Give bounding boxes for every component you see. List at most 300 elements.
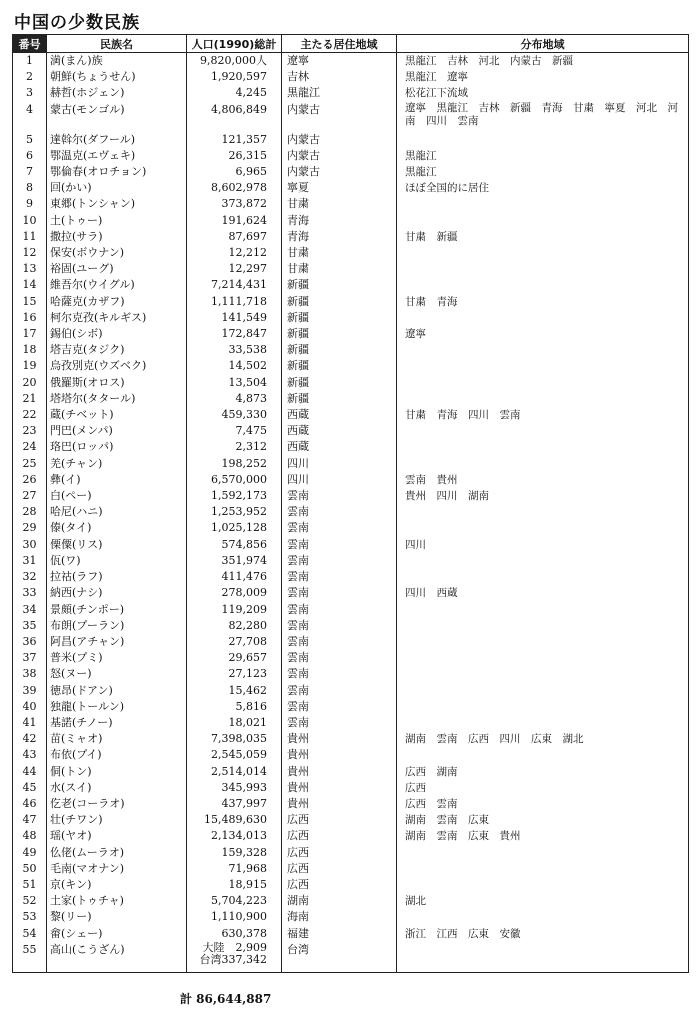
row-region: 西蔵 (282, 407, 397, 423)
row-population: 29,657 (187, 650, 282, 666)
row-population: 1,025,128 (187, 520, 282, 536)
table-row (13, 164, 689, 180)
row-number: 22 (13, 407, 47, 423)
row-number: 12 (13, 245, 47, 261)
row-name: 保安(ボウナン) (47, 245, 187, 261)
row-name: 錫伯(シボ) (47, 326, 187, 342)
table-row (13, 375, 689, 391)
row-distribution (397, 634, 689, 650)
row-distribution (397, 618, 689, 634)
row-population: 12,297 (187, 261, 282, 277)
row-region: 台湾 (282, 942, 397, 973)
row-region: 福建 (282, 926, 397, 942)
table-row (13, 861, 689, 877)
row-region: 雲南 (282, 699, 397, 715)
row-number: 26 (13, 472, 47, 488)
row-region: 貴州 (282, 780, 397, 796)
row-name: 傈僳(リス) (47, 537, 187, 553)
row-population: 4,873 (187, 391, 282, 407)
row-distribution (397, 342, 689, 358)
row-population: 2,545,059 (187, 747, 282, 763)
row-number: 46 (13, 796, 47, 812)
row-name: 俄羅斯(オロス) (47, 375, 187, 391)
row-number: 7 (13, 164, 47, 180)
row-name: 瑶(ヤオ) (47, 828, 187, 844)
row-distribution: 広西 雲南 (397, 796, 689, 812)
row-number: 51 (13, 877, 47, 893)
row-population: 574,856 (187, 537, 282, 553)
table-row (13, 893, 689, 909)
row-distribution (397, 520, 689, 536)
table-row (13, 245, 689, 261)
row-distribution (397, 196, 689, 212)
row-distribution: 黒龍江 遼寧 (397, 69, 689, 85)
row-distribution (397, 666, 689, 682)
row-name: 畲(シェー) (47, 926, 187, 942)
row-population: 8,602,978 (187, 180, 282, 196)
row-name: 赫哲(ホジェン) (47, 85, 187, 101)
row-population: 351,974 (187, 553, 282, 569)
header-number: 番号 (13, 35, 47, 53)
row-number: 54 (13, 926, 47, 942)
row-number: 34 (13, 602, 47, 618)
row-region: 四川 (282, 456, 397, 472)
table-row (13, 229, 689, 245)
row-number: 13 (13, 261, 47, 277)
row-name: 彝(イ) (47, 472, 187, 488)
row-region: 黒龍江 (282, 85, 397, 101)
row-population: 27,123 (187, 666, 282, 682)
row-distribution (397, 277, 689, 293)
row-distribution: 湖南 雲南 広東 (397, 812, 689, 828)
row-number: 31 (13, 553, 47, 569)
row-population: 141,549 (187, 310, 282, 326)
population-total: 計 86,644,887 (180, 992, 272, 1006)
table-row (13, 909, 689, 925)
row-population: 437,997 (187, 796, 282, 812)
row-number: 28 (13, 504, 47, 520)
row-population (187, 942, 282, 973)
row-number: 15 (13, 294, 47, 310)
row-name: 維吾尔(ウイグル) (47, 277, 187, 293)
row-region: 広西 (282, 845, 397, 861)
row-distribution: 黒龍江 吉林 河北 内蒙古 新疆 (397, 53, 689, 70)
row-distribution: 湖南 雲南 広東 貴州 (397, 828, 689, 844)
row-name: 毛南(マオナン) (47, 861, 187, 877)
row-region: 内蒙古 (282, 102, 397, 132)
row-name: 黎(リー) (47, 909, 187, 925)
row-name: 怒(ヌー) (47, 666, 187, 682)
row-distribution: 浙江 江西 広東 安徽 (397, 926, 689, 942)
row-number: 43 (13, 747, 47, 763)
row-number: 21 (13, 391, 47, 407)
row-population: 172,847 (187, 326, 282, 342)
row-distribution (397, 650, 689, 666)
row-number: 17 (13, 326, 47, 342)
row-number: 39 (13, 683, 47, 699)
table-row (13, 634, 689, 650)
row-number: 52 (13, 893, 47, 909)
table-row (13, 699, 689, 715)
row-number: 6 (13, 148, 47, 164)
row-distribution (397, 456, 689, 472)
row-population: 1,253,952 (187, 504, 282, 520)
table-row (13, 85, 689, 101)
row-name: 門巴(メンパ) (47, 423, 187, 439)
row-distribution (397, 861, 689, 877)
row-number: 19 (13, 358, 47, 374)
row-number: 2 (13, 69, 47, 85)
row-name: 土家(トゥチャ) (47, 893, 187, 909)
row-number: 48 (13, 828, 47, 844)
row-distribution (397, 423, 689, 439)
row-name: 水(スイ) (47, 780, 187, 796)
row-name: 布朗(プーラン) (47, 618, 187, 634)
row-population: 4,245 (187, 85, 282, 101)
row-distribution (397, 715, 689, 731)
table-row (13, 650, 689, 666)
row-population: 87,697 (187, 229, 282, 245)
row-population: 15,489,630 (187, 812, 282, 828)
row-population: 7,214,431 (187, 277, 282, 293)
row-distribution: 甘粛 青海 四川 雲南 (397, 407, 689, 423)
table-row (13, 102, 689, 132)
row-region: 雲南 (282, 715, 397, 731)
table-row (13, 310, 689, 326)
row-distribution (397, 439, 689, 455)
row-population: 198,252 (187, 456, 282, 472)
row-name: 柯尔克孜(キルギス) (47, 310, 187, 326)
table-row (13, 877, 689, 893)
row-number: 20 (13, 375, 47, 391)
table-row (13, 602, 689, 618)
table-row (13, 423, 689, 439)
row-distribution: 黒龍江 (397, 164, 689, 180)
row-population: 2,514,014 (187, 764, 282, 780)
row-region: 貴州 (282, 747, 397, 763)
row-distribution: 四川 西蔵 (397, 585, 689, 601)
table-row (13, 439, 689, 455)
row-population: 1,920,597 (187, 69, 282, 85)
row-number: 23 (13, 423, 47, 439)
table-row (13, 504, 689, 520)
table-row (13, 942, 689, 973)
row-region: 甘粛 (282, 245, 397, 261)
row-number: 16 (13, 310, 47, 326)
row-distribution: 広西 (397, 780, 689, 796)
row-population: 373,872 (187, 196, 282, 212)
table-row (13, 683, 689, 699)
row-distribution (397, 569, 689, 585)
row-name: 鄂倫春(オロチョン) (47, 164, 187, 180)
row-region: 甘粛 (282, 196, 397, 212)
row-population: 2,312 (187, 439, 282, 455)
population-taiwan: 台湾337,342 (199, 952, 267, 966)
row-number: 29 (13, 520, 47, 536)
table-row (13, 488, 689, 504)
row-distribution (397, 391, 689, 407)
row-number: 25 (13, 456, 47, 472)
row-number: 44 (13, 764, 47, 780)
row-number: 41 (13, 715, 47, 731)
row-population: 278,009 (187, 585, 282, 601)
row-population: 13,504 (187, 375, 282, 391)
table-row (13, 585, 689, 601)
row-region: 貴州 (282, 731, 397, 747)
row-population: 459,330 (187, 407, 282, 423)
row-population: 33,538 (187, 342, 282, 358)
table-body (13, 53, 689, 973)
row-population: 6,965 (187, 164, 282, 180)
row-region: 湖南 (282, 893, 397, 909)
row-distribution: 湖北 (397, 893, 689, 909)
row-distribution: 甘粛 新疆 (397, 229, 689, 245)
minorities-table (12, 34, 689, 973)
table-row (13, 845, 689, 861)
row-population: 5,704,223 (187, 893, 282, 909)
row-population: 121,357 (187, 132, 282, 148)
row-population: 12,212 (187, 245, 282, 261)
row-name: 普米(プミ) (47, 650, 187, 666)
row-number: 18 (13, 342, 47, 358)
row-distribution: 湖南 雲南 広西 四川 広東 湖北 (397, 731, 689, 747)
row-region: 雲南 (282, 488, 397, 504)
row-population: 82,280 (187, 618, 282, 634)
row-region: 雲南 (282, 618, 397, 634)
row-name: 拉祜(ラフ) (47, 569, 187, 585)
row-population: 14,502 (187, 358, 282, 374)
table-row (13, 780, 689, 796)
table-row (13, 277, 689, 293)
row-number: 9 (13, 196, 47, 212)
row-population: 27,708 (187, 634, 282, 650)
row-region: 内蒙古 (282, 132, 397, 148)
row-region: 広西 (282, 828, 397, 844)
row-region: 新疆 (282, 358, 397, 374)
row-distribution (397, 375, 689, 391)
row-number: 1 (13, 53, 47, 70)
table-row (13, 180, 689, 196)
table-header-row (13, 35, 689, 53)
table-row (13, 553, 689, 569)
row-population: 18,021 (187, 715, 282, 731)
row-region: 雲南 (282, 634, 397, 650)
row-region: 雲南 (282, 650, 397, 666)
table-row (13, 196, 689, 212)
row-distribution (397, 877, 689, 893)
row-region: 雲南 (282, 602, 397, 618)
row-number: 45 (13, 780, 47, 796)
row-name: 京(キン) (47, 877, 187, 893)
table-row (13, 666, 689, 682)
row-name: 白(ペー) (47, 488, 187, 504)
row-region: 遼寧 (282, 53, 397, 70)
table-row (13, 69, 689, 85)
row-region: 西蔵 (282, 423, 397, 439)
row-region: 雲南 (282, 537, 397, 553)
row-name: 撒拉(サラ) (47, 229, 187, 245)
row-name: 高山(こうざん) (47, 942, 187, 973)
row-name: 侗(トン) (47, 764, 187, 780)
row-name: 仫佬(ムーラオ) (47, 845, 187, 861)
row-region: 貴州 (282, 796, 397, 812)
row-name: 達斡尔(ダフール) (47, 132, 187, 148)
row-name: 基諾(チノー) (47, 715, 187, 731)
row-name: 傣(タイ) (47, 520, 187, 536)
table-row (13, 53, 689, 70)
table-row (13, 537, 689, 553)
row-region: 内蒙古 (282, 148, 397, 164)
row-distribution: 四川 (397, 537, 689, 553)
row-region: 新疆 (282, 375, 397, 391)
row-region: 西蔵 (282, 439, 397, 455)
table-row (13, 812, 689, 828)
row-number: 27 (13, 488, 47, 504)
row-name: 土(トゥー) (47, 213, 187, 229)
row-region: 雲南 (282, 520, 397, 536)
table-row (13, 148, 689, 164)
row-distribution (397, 245, 689, 261)
row-region: 四川 (282, 472, 397, 488)
table-row (13, 326, 689, 342)
row-distribution: 甘粛 青海 (397, 294, 689, 310)
row-number: 33 (13, 585, 47, 601)
row-region: 広西 (282, 812, 397, 828)
row-population: 26,315 (187, 148, 282, 164)
population-mainland: 大陸 2,909 (202, 941, 267, 954)
row-distribution: 黒龍江 (397, 148, 689, 164)
row-distribution: 貴州 四川 湖南 (397, 488, 689, 504)
row-name: 徳昂(ドアン) (47, 683, 187, 699)
row-population: 411,476 (187, 569, 282, 585)
row-number: 11 (13, 229, 47, 245)
row-name: 仡老(コーラオ) (47, 796, 187, 812)
row-region: 青海 (282, 229, 397, 245)
row-distribution: 雲南 貴州 (397, 472, 689, 488)
table-row (13, 747, 689, 763)
row-population: 6,570,000 (187, 472, 282, 488)
row-distribution (397, 132, 689, 148)
row-name: 景頗(チンポー) (47, 602, 187, 618)
row-region: 広西 (282, 877, 397, 893)
row-distribution: 広西 湖南 (397, 764, 689, 780)
row-number: 14 (13, 277, 47, 293)
table-row (13, 764, 689, 780)
row-name: 鄂温克(エヴェキ) (47, 148, 187, 164)
row-population: 71,968 (187, 861, 282, 877)
row-name: 哈尼(ハニ) (47, 504, 187, 520)
row-population: 15,462 (187, 683, 282, 699)
row-name: 壮(チワン) (47, 812, 187, 828)
table-row (13, 715, 689, 731)
table-row (13, 261, 689, 277)
row-number: 4 (13, 102, 47, 132)
row-population: 345,993 (187, 780, 282, 796)
table-row (13, 472, 689, 488)
row-region: 吉林 (282, 69, 397, 85)
row-distribution (397, 942, 689, 973)
row-region: 雲南 (282, 683, 397, 699)
row-region: 雲南 (282, 504, 397, 520)
row-number: 8 (13, 180, 47, 196)
row-distribution: 松花江下流域 (397, 85, 689, 101)
row-name: 哈薩克(カザフ) (47, 294, 187, 310)
row-region: 貴州 (282, 764, 397, 780)
row-population: 7,475 (187, 423, 282, 439)
row-name: 蒙古(モンゴル) (47, 102, 187, 132)
row-name: 東郷(トンシャン) (47, 196, 187, 212)
row-population: 1,111,718 (187, 294, 282, 310)
row-region: 新疆 (282, 326, 397, 342)
row-number: 47 (13, 812, 47, 828)
row-region: 新疆 (282, 391, 397, 407)
row-name: 蔵(チベット) (47, 407, 187, 423)
row-population: 119,209 (187, 602, 282, 618)
row-region: 雲南 (282, 553, 397, 569)
row-region: 新疆 (282, 277, 397, 293)
row-distribution: 遼寧 黒龍江 吉林 新疆 青海 甘粛 寧夏 河北 河南 四川 雲南 (397, 102, 689, 132)
row-number: 36 (13, 634, 47, 650)
table-row (13, 828, 689, 844)
row-number: 32 (13, 569, 47, 585)
row-name: 阿昌(アチャン) (47, 634, 187, 650)
row-number: 42 (13, 731, 47, 747)
row-distribution (397, 261, 689, 277)
row-population: 7,398,035 (187, 731, 282, 747)
row-population: 159,328 (187, 845, 282, 861)
row-number: 53 (13, 909, 47, 925)
row-distribution (397, 602, 689, 618)
row-region: 甘粛 (282, 261, 397, 277)
row-number: 38 (13, 666, 47, 682)
table-row (13, 618, 689, 634)
table-row (13, 294, 689, 310)
row-distribution: 遼寧 (397, 326, 689, 342)
row-number: 49 (13, 845, 47, 861)
header-name: 民族名 (47, 35, 187, 53)
row-distribution (397, 310, 689, 326)
row-name: 裕固(ユーグ) (47, 261, 187, 277)
header-region: 主たる居住地域 (282, 35, 397, 53)
row-name: 苗(ミャオ) (47, 731, 187, 747)
row-region: 青海 (282, 213, 397, 229)
row-region: 新疆 (282, 294, 397, 310)
row-name: 朝鮮(ちょうせん) (47, 69, 187, 85)
row-distribution (397, 683, 689, 699)
row-number: 24 (13, 439, 47, 455)
table-row (13, 456, 689, 472)
page-title: 中国の少数民族 (14, 13, 140, 33)
header-distribution: 分布地域 (397, 35, 689, 53)
table-row (13, 358, 689, 374)
row-name: 羌(チャン) (47, 456, 187, 472)
row-population: 630,378 (187, 926, 282, 942)
table-row (13, 132, 689, 148)
row-number: 40 (13, 699, 47, 715)
table-row (13, 569, 689, 585)
table-row (13, 796, 689, 812)
row-number: 10 (13, 213, 47, 229)
table-row (13, 342, 689, 358)
row-population: 1,592,173 (187, 488, 282, 504)
row-name: 烏孜別克(ウズベク) (47, 358, 187, 374)
row-distribution (397, 699, 689, 715)
row-region: 海南 (282, 909, 397, 925)
row-name: 佤(ワ) (47, 553, 187, 569)
row-region: 新疆 (282, 310, 397, 326)
table-row (13, 391, 689, 407)
row-region: 雲南 (282, 585, 397, 601)
